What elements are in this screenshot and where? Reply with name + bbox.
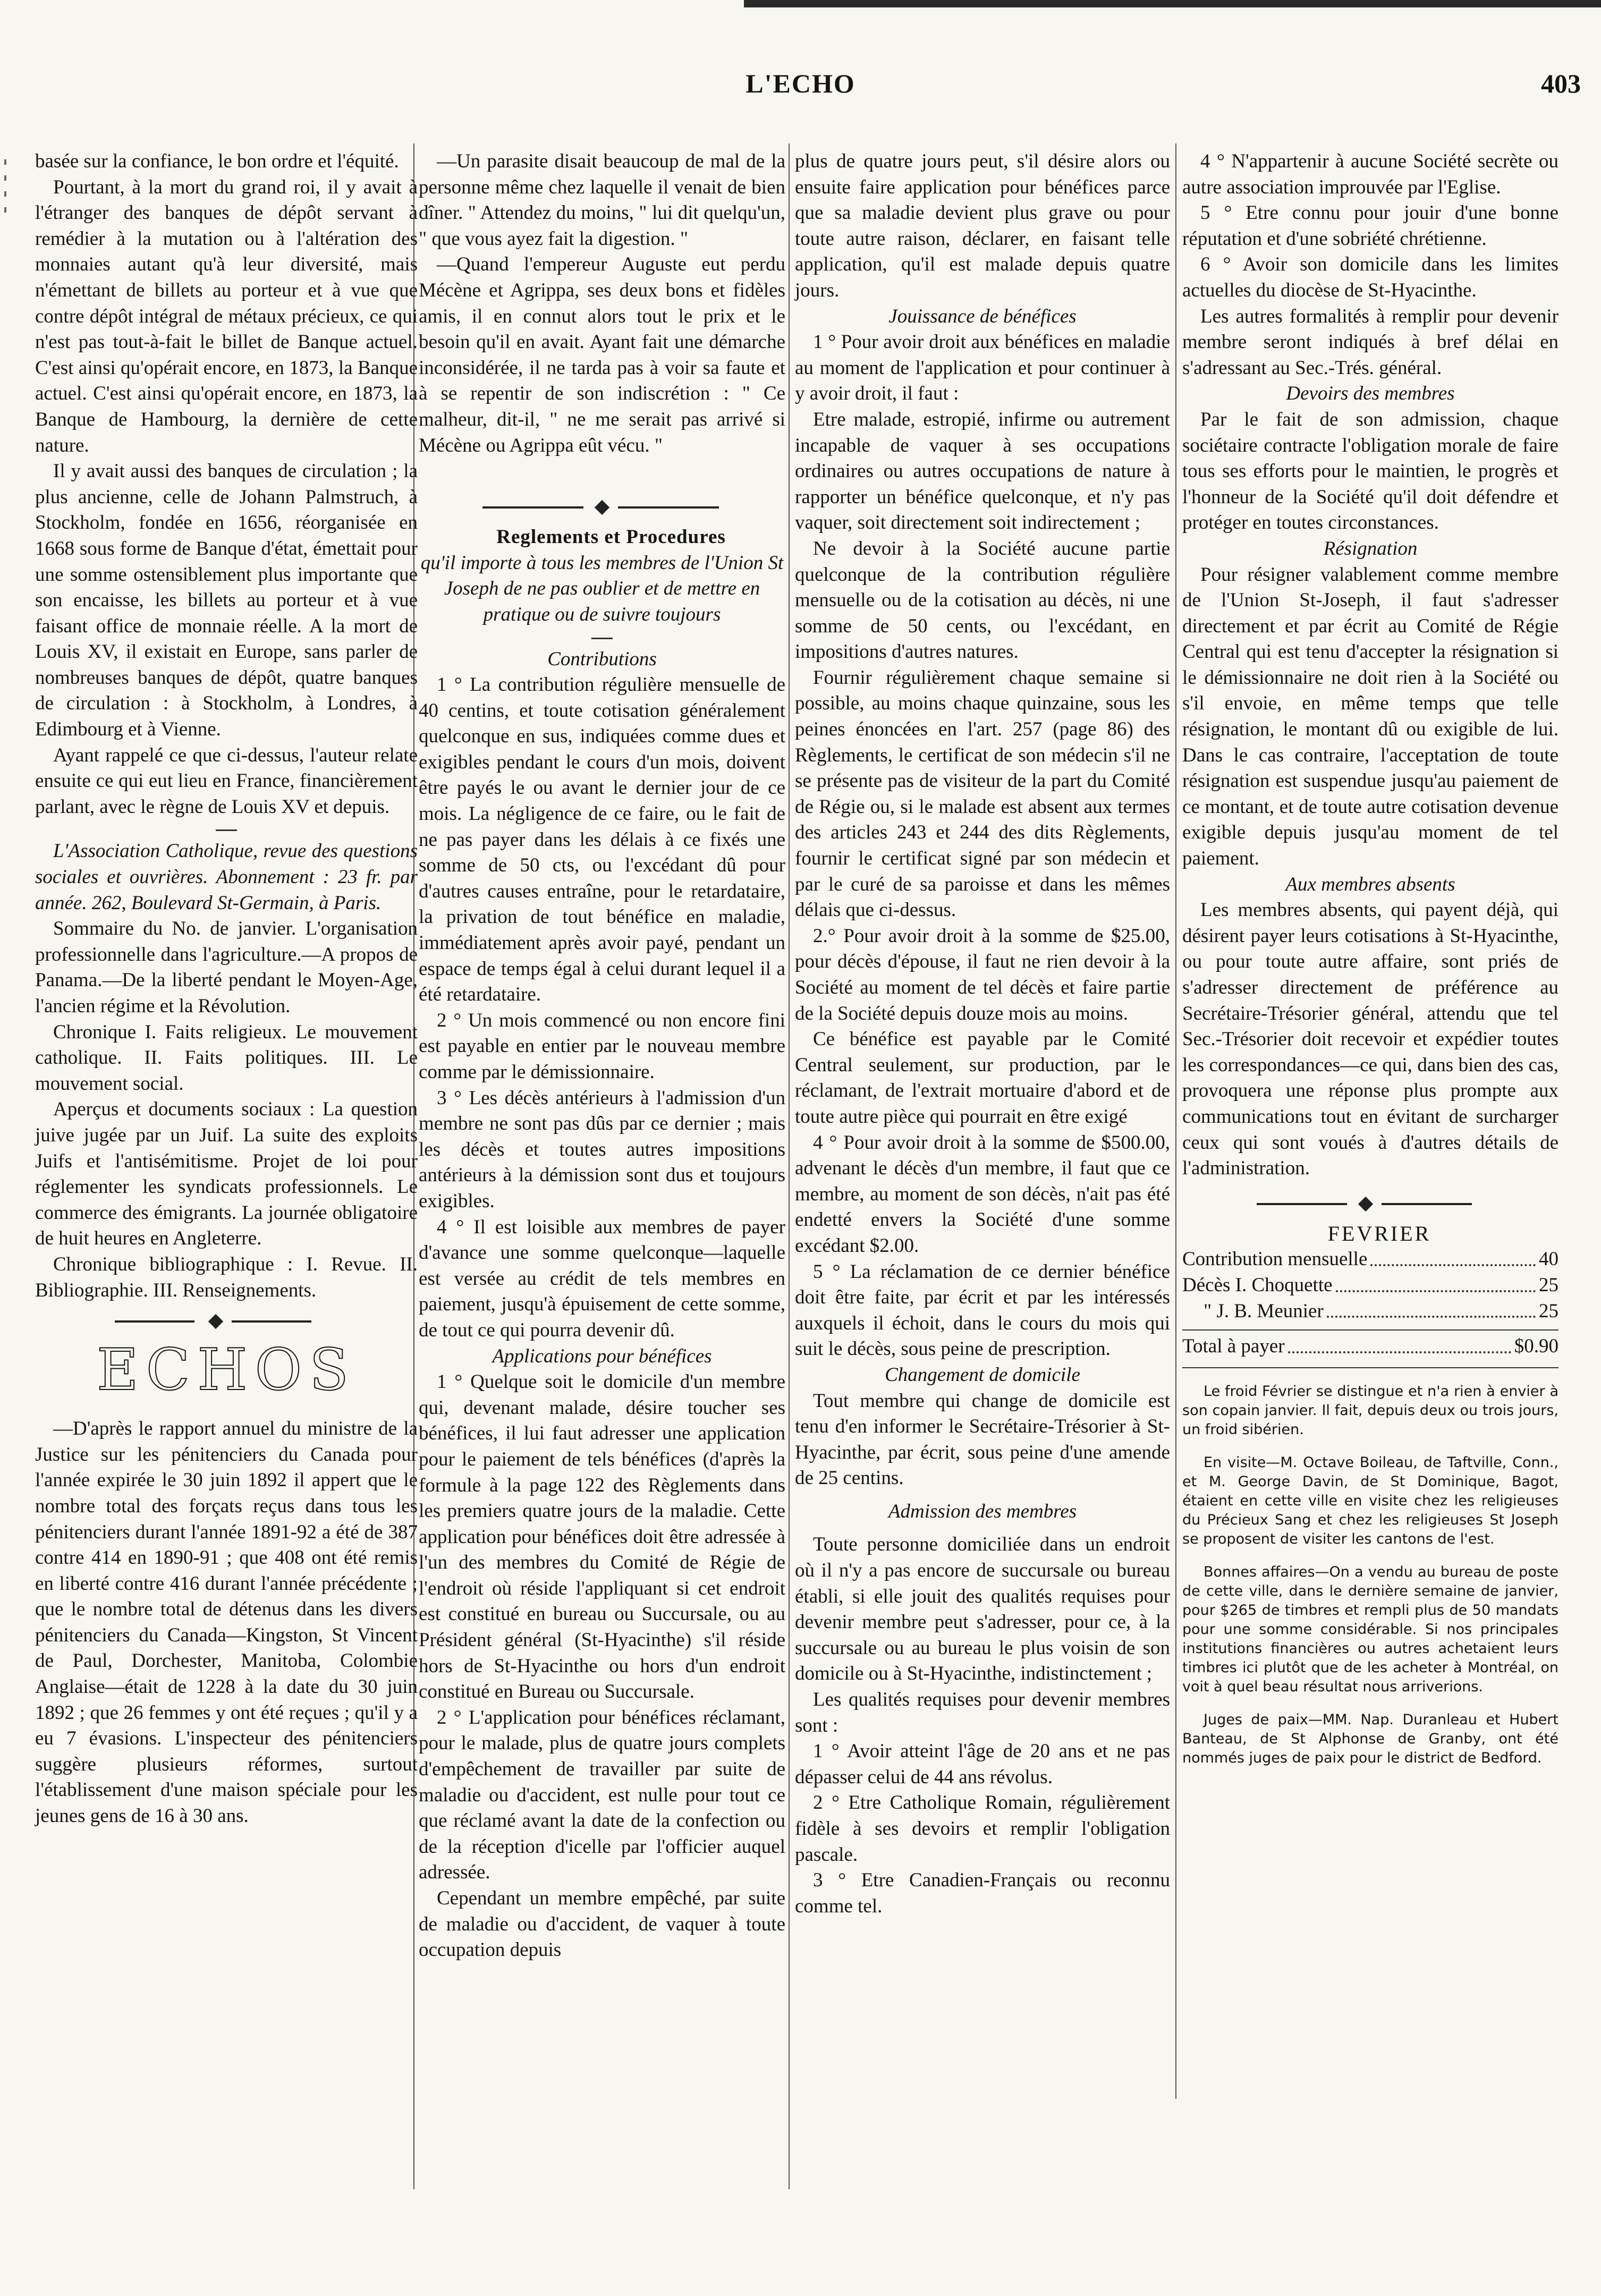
paragraph: Toute personne domiciliée dans un endroit où il n'y a pas encore de succursale ou bureau établi, si elle jouit des qualités requises pour devenir membre peut s'adresser, pour ce, à la succursale ou au bureau le plus voisin de son domicile ou à St-Hyacinthe, indistinctement ; bbox=[795, 1534, 1170, 1685]
paragraph: —D'après le rapport annuel du ministre de la Justice sur les pénitenciers du Canada pour l'année expirée le 30 juin 1892 il appert que le nombre total des forçats reçus dans tous les pénitenciers durant l'année 1891-92 a été de 387 contre 414 en 1890-91 ; que 408 ont été remis en liberté contre 416 durant l'année précédente ; que le nombre total de détenus dans les divers pénitenciers du Canada—Kingston, St Vincent de Paul, Dorchester, Manitoba, Colombie Anglaise—était de 1228 à la date du 30 juin 1892 ; que 26 femmes y ont été reçues ; qu'il y a eu 7 évasions. L'inspecteur des pénitenciers suggère plusieurs réformes, surtout l'établissement d'une maison spéciale pour les jeunes gens de 16 à 30 ans. bbox=[35, 1418, 418, 1827]
paragraph: basée sur la confiance, le bon ordre et l'équité. bbox=[35, 150, 399, 172]
paragraph: L'Association Catholique, revue des questions sociales et ouvrières. Abonnement : 23 fr. par année. 262, Boulevard St-Germain, à Paris. bbox=[35, 840, 418, 914]
account-amount: 40 bbox=[1539, 1248, 1558, 1270]
page-header bbox=[0, 0, 1601, 122]
echos-heading: ECHOS bbox=[96, 1337, 357, 1404]
paragraph: 3 ° Les décès antérieurs à l'admission d'un membre ne sont pas dûs par ce dernier ; mais les décès et toutes autres impositions antérieurs à la démission sont dus et toujours exigibles. bbox=[419, 1087, 785, 1212]
total-amount: $0.90 bbox=[1514, 1335, 1558, 1358]
paragraph: Par le fait de son admission, chaque sociétaire contracte l'obligation morale de faire tous ses efforts pour le maintien, le progrès et l'honneur de la Société qu'il doit défendre et protéger en toutes circonstances. bbox=[1182, 408, 1558, 534]
top-border-rule bbox=[744, 0, 1601, 7]
subsection-title: Résignation bbox=[1323, 537, 1418, 560]
paragraph: 2 ° Un mois commencé ou non encore fini est payable en entier par le nouveau membre comme par le démissionnaire. bbox=[419, 1009, 785, 1083]
subsection-title: Jouissance de bénéfices bbox=[888, 305, 1077, 327]
local-notes bbox=[1182, 1382, 1558, 1768]
paragraph: Fournir régulièrement chaque semaine si possible, au moins chaque quinzaine, sous les peines énoncées en l'art. 257 (page 86) des Règlements, le certificat de son médecin s'il ne se présente pas de visiteur de la part du Comité de Régie ou, si le malade est absent aux termes des articles 243 et 244 des dits Règlements, fournir le certificat signé par son médecin et par le curé de sa paroisse et dans les mêmes délais que ci-dessus. bbox=[795, 666, 1170, 921]
paragraph: 1 ° Avoir atteint l'âge de 20 ans et ne pas dépasser celui de 44 ans révolus. bbox=[795, 1740, 1170, 1788]
short-separator bbox=[591, 638, 613, 639]
account-amount: 25 bbox=[1539, 1300, 1558, 1322]
paragraph: Sommaire du No. de janvier. L'organisation professionnelle dans l'agriculture.—A propos de Panama.—De la liberté pendant le Moyen-Age, l'ancien régime et la Révolution. bbox=[35, 918, 418, 1017]
section-title: Reglements et Procedures bbox=[496, 526, 726, 548]
paragraph: —Quand l'empereur Auguste eut perdu Mécène et Agrippa, ses deux bons et fidèles amis, il en connut alors tout le prix et le besoin qu'il en avait. Ayant fait une démarche inconsidérée, il ne tarda pas à voir sa faute et à se repentir de son indiscrétion : " Ce malheur, dit-il, " ne me serait pas arrivé si Mécène ou Agrippa eût vécu. " bbox=[419, 253, 785, 456]
paragraph: Les qualités requises pour devenir membres sont : bbox=[795, 1689, 1170, 1736]
account-amount: 25 bbox=[1539, 1274, 1558, 1296]
paragraph: Tout membre qui change de domicile est tenu d'en informer le Secrétaire-Trésorier à St-Hyacinthe, par écrit, sous peine d'une amende de 25 centins. bbox=[795, 1390, 1170, 1489]
paragraph: Chronique bibliographique : I. Revue. II. Bibliographie. III. Renseignements. bbox=[35, 1253, 418, 1301]
paragraph: 1 ° Pour avoir droit aux bénéfices en maladie au moment de l'application et pour continuer à y avoir droit, il faut : bbox=[795, 331, 1170, 405]
total-label: Total à payer bbox=[1182, 1335, 1285, 1358]
paragraph: 6 ° Avoir son domicile dans les limites actuelles du diocèse de St-Hyacinthe. bbox=[1182, 253, 1558, 301]
paragraph: plus de quatre jours peut, s'il désire alors ou ensuite faire application pour bénéfices parce que sa maladie devient plus grave ou pour toute autre raison, déclarer, en faisant telle application, qu'il est malade depuis quatre jours. bbox=[795, 150, 1170, 301]
ornament-divider bbox=[1182, 1198, 1558, 1210]
note-paragraph: Le froid Février se distingue et n'a rien à envier à son copain janvier. Il fait, depuis deux ou trois jours, un froid sibérien. bbox=[1182, 1383, 1558, 1438]
paragraph: —Un parasite disait beaucoup de mal de la personne même chez laquelle il venait de bien dîner. " Attendez du moins, " lui dit quelqu'un, " que vous ayez fait la digestion. " bbox=[419, 150, 785, 250]
column-divider-2 bbox=[789, 143, 790, 2189]
paragraph: Aperçus et documents sociaux : La question juive jugée par un Juif. La suite des exploits Juifs et l'antisémitisme. Projet de loi pour réglementer les syndicats professionnels. Le commerce des émigrants. La journée obligatoire de huit heures en Angleterre. bbox=[35, 1098, 418, 1250]
column-1 bbox=[35, 149, 418, 1829]
short-separator bbox=[216, 829, 237, 831]
account-label: Contribution mensuelle bbox=[1182, 1248, 1368, 1270]
rule bbox=[1182, 1367, 1558, 1368]
paragraph: 2 ° Etre Catholique Romain, régulièrement fidèle à ses devoirs et remplir l'obligation pascale. bbox=[795, 1792, 1170, 1866]
paragraph: 5 ° Etre connu pour jouir d'une bonne réputation et d'une sobriété chrétienne. bbox=[1182, 202, 1558, 250]
column-divider-3 bbox=[1175, 143, 1176, 2099]
left-margin-marks bbox=[0, 149, 10, 255]
paragraph: Les autres formalités à remplir pour devenir membre seront indiqués à bref délai en s'adressant au Sec.-Trés. général. bbox=[1182, 305, 1558, 379]
paragraph: 1 ° La contribution régulière mensuelle de 40 centins, et toute cotisation généralement quelconque en sus, indiquées comme dues et exigibles pendant le cours d'un mois, doivent être payés le ou avant le dernier jour de ce mois. La négligence de ce faire, ou le fait de ne pas payer dans les délais à ce fixés une somme de 50 cts, ou l'excédant dû pour d'autres causes entraîne, pour le retardataire, la privation de tout bénéfice en maladie, immédiatement après avoir payé, pendant un espace de temps égal à celui durant lequel il a été retardataire. bbox=[419, 674, 785, 1006]
account-total-row bbox=[1182, 1329, 1558, 1360]
note-paragraph: Juges de paix—MM. Nap. Duranleau et Hubert Banteau, de St Alphonse de Granby, ont été nommés juges de paix pour le district de Bedford. bbox=[1182, 1711, 1558, 1766]
paragraph: Ayant rappelé ce que ci-dessus, l'auteur relate ensuite ce qui eut lieu en France, financièrement parlant, avec le règne de Louis XV et depuis. bbox=[35, 744, 418, 818]
subsection-title: Applications pour bénéfices bbox=[492, 1345, 712, 1367]
column-2 bbox=[419, 149, 785, 1963]
account-row bbox=[1182, 1273, 1558, 1299]
account-row bbox=[1182, 1299, 1558, 1325]
dot-leader bbox=[1336, 1273, 1536, 1292]
paragraph: 3 ° Etre Canadien-Français ou reconnu comme tel. bbox=[795, 1869, 1170, 1917]
masthead-title: L'ECHO bbox=[746, 69, 855, 98]
paragraph: 4 ° Pour avoir droit à la somme de $500.00, advenant le décès d'un membre, il faut que ce membre, au moment de son décès, n'ait pas été endetté envers la Société d'une somme excédant $2.00. bbox=[795, 1131, 1170, 1257]
paragraph: Chronique I. Faits religieux. Le mouvement catholique. II. Faits politiques. III. Le mouvement social. bbox=[35, 1021, 418, 1095]
paragraph: Les membres absents, qui payent déjà, qui désirent payer leurs cotisations à St-Hyacinthe, ou pour toute autre affaire, sont priés de s'adresser directement de préférence au Secrétaire-Trésorier général, attendu que tel Sec.-Trésorier doit recevoir et expédier toutes les correspondances—ce qui, dans bien des cas, provoquera une réponse plus prompte aux communications tout en évitant de surcharger ceux qui sont voués à d'autres détails de l'administration. bbox=[1182, 899, 1558, 1180]
month-heading: FEVRIER bbox=[1327, 1221, 1431, 1246]
dot-leader bbox=[1370, 1247, 1536, 1266]
subsection-title: Devoirs des membres bbox=[1286, 383, 1455, 405]
account-row bbox=[1182, 1247, 1558, 1273]
ornament-divider bbox=[35, 1315, 418, 1328]
paragraph: Etre malade, estropié, infirme ou autrement incapable de vaquer à ses occupations ordinaires ou autres occupations de nature à rapporter un bénéfice quelconque, et n'y pas vaquer, soit directement soit indirectement ; bbox=[795, 408, 1170, 534]
note-paragraph: En visite—M. Octave Boileau, de Taftville, Conn., et M. George Davin, de St Dominique, Bagot, étaient en cette ville en visite chez les religieuses du Précieux Sang et chez les religieuses St Joseph se proposent de visiter les cantons de l'est. bbox=[1182, 1454, 1558, 1547]
paragraph: 5 ° La réclamation de ce dernier bénéfice doit être faite, par écrit et par les intéressés auxquels il échoit, dans le cours du mois qui suit le décès, sous peine de prescription. bbox=[795, 1260, 1170, 1360]
accounts-table bbox=[1182, 1247, 1558, 1359]
paragraph: Pourtant, à la mort du grand roi, il y avait à l'étranger des banques de dépôt servant à remédier à la mutation ou à l'altération des monnaies autant qu'à leur diversité, mais n'émettant de billets au porteur et à vue que contre dépôt intégral de métaux précieux, ce qui n'est pas tout-à-fait le billet de Banque actuel. C'est ainsi qu'opérait encore, en 1873, la Banque actuel. C'est ainsi qu'opérait encore, en 1873, la Banque de Hambourg, la dernière de cette nature. bbox=[35, 176, 418, 456]
paragraph: Ce bénéfice est payable par le Comité Central seulement, sur production, par le réclamant, de l'extrait mortuaire d'abord et de toute autre pièce qui pourrait en être exigé bbox=[795, 1028, 1170, 1128]
dot-leader bbox=[1327, 1299, 1536, 1318]
paragraph: 2 ° L'application pour bénéfices réclamant, pour le malade, plus de quatre jours complets d'empêchement de travailler par suite de maladie ou d'accident, est nulle pour tout ce que réclamé avant la date de la confection ou de la réception d'icelle par l'officier auquel adressée. bbox=[419, 1706, 785, 1884]
paragraph: 2.° Pour avoir droit à la somme de $25.00, pour décès d'épouse, il faut ne rien devoir à la Société au moment de tel décès et faire partie de la Société depuis douze mois au moins. bbox=[795, 925, 1170, 1024]
account-label: Décès I. Choquette bbox=[1182, 1274, 1333, 1296]
subsection-title: Changement de domicile bbox=[885, 1363, 1080, 1386]
paragraph: Cependant un membre empêché, par suite de maladie ou d'accident, de vaquer à toute occupation depuis bbox=[419, 1887, 785, 1961]
dot-leader bbox=[1288, 1334, 1511, 1353]
subsection-title: Aux membres absents bbox=[1285, 873, 1455, 895]
subsection-title: Contributions bbox=[547, 648, 657, 670]
paragraph: 1 ° Quelque soit le domicile d'un membre qui, devenant malade, désire toucher ses bénéfices, il lui faut adresser une application pour le paiement de tels bénéfices (d'après la formule à la page 122 des Règlements dans les premiers quatre jours de la maladie. Cette application pour bénéfices doit être adressée à l'un des membres du Comité de Régie de l'endroit où réside l'appliquant si cet endroit est constitué en bureau ou Succursale, ou au Président général (St-Hyacinthe) s'il réside hors de St-Hyacinthe ou hors d'un endroit constitué en Bureau ou Succursale. bbox=[419, 1371, 785, 1703]
subsection-title: Admission des membres bbox=[888, 1500, 1077, 1522]
ornament-divider bbox=[419, 501, 785, 514]
account-label: " J. B. Meunier bbox=[1204, 1300, 1324, 1322]
paragraph: 4 ° N'appartenir à aucune Société secrète ou autre association improuvée par l'Eglise. bbox=[1182, 150, 1558, 198]
note-paragraph: Bonnes affaires—On a vendu au bureau de poste de cette ville, dans le dernière semaine de janvier, pour $265 de timbres et rempli plus de 50 mandats pour une somme considérable. Si nos principales institutions financières ou autres achetaient leurs timbres ici plutôt que de les acheter à Montréal, on voit à quel beau résultat nous arriverions. bbox=[1182, 1563, 1558, 1695]
column-3 bbox=[795, 149, 1170, 1919]
section-subtitle: qu'il importe à tous les membres de l'Union St Joseph de ne pas oublier et de mettre en pratique ou de suivre toujours bbox=[420, 552, 784, 625]
paragraph: Ne devoir à la Société aucune partie quelconque de la contribution régulière mensuelle ou de la cotisation au décès, ni une somme de 50 cents, ou l'excédant, en impositions d'autres natures. bbox=[795, 537, 1170, 663]
paragraph: Il y avait aussi des banques de circulation ; la plus ancienne, celle de Johann Palmstruch, à Stockholm, fondée en 1656, réorganisée en 1668 sous forme de Banque d'état, émettait pour une somme ostensiblement plus importante que son encaisse, les billets au porteur et à vue faisant office de monnaie réelle. A la mort de Louis XV, il existait en Europe, sans parler de nombreuses banques de dépôt, quatre banques de circulation : à Stockholm, à Londres, à Edimbourg et à Vienne. bbox=[35, 460, 418, 741]
paragraph: Pour résigner valablement comme membre de l'Union St-Joseph, il faut s'adresser directement et par écrit au Comité de Régie Central qui est tenu d'accepter la résignation si le démissionnaire ne doit rien à la Société ou s'il envoie, en même temps que telle résignation, le montant dû ou exigible de lui. Dans le cas contraire, l'acceptation de toute résignation est suspendue jusqu'au paiement de ce montant, et de toute autre cotisation devenue exigible depuis jusqu'au moment de tel paiement. bbox=[1182, 563, 1558, 870]
page-number: 403 bbox=[1541, 69, 1581, 98]
column-4 bbox=[1182, 149, 1558, 1768]
paragraph: 4 ° Il est loisible aux membres de payer d'avance une somme quelconque—laquelle est versée au crédit de tels membres en paiement, jusqu'à épuisement de cette somme, de tout ce qui pourra devenir dû. bbox=[419, 1216, 785, 1341]
